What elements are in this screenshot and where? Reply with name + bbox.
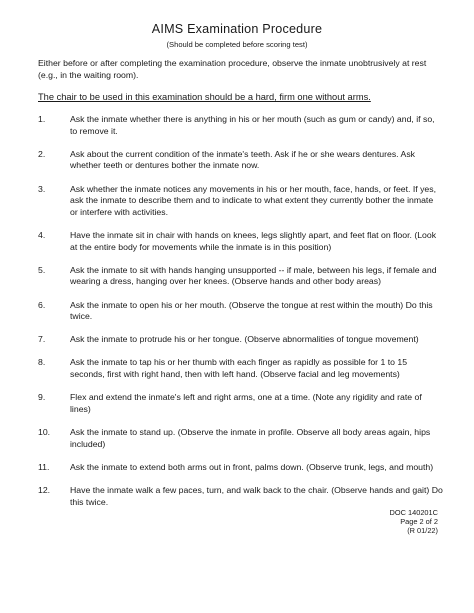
step-number: 1.: [38, 114, 46, 124]
step-number: 3.: [38, 183, 46, 194]
step-number: 7.: [38, 334, 46, 345]
page-number: Page 2 of 2: [400, 517, 438, 527]
step-text: Ask about the current condition of the inmate's teeth. Ask if he or she wears dentures. Ask whether teeth or dentures bother the inmate now.: [70, 148, 416, 171]
procedure-step: [38, 265, 443, 288]
step-number: 5.: [38, 264, 46, 275]
step-text: Ask the inmate to open his or her mouth. (Observe the tongue at rest within the mouth) Do this twice.: [70, 299, 433, 322]
step-number: 4.: [38, 229, 46, 240]
step-text: Ask the inmate to extend both arms out in front, palms down. (Observe trunk, legs, and mouth): [70, 461, 434, 472]
revision-date: (R 01/22): [407, 526, 438, 536]
procedure-step: [38, 184, 443, 219]
step-text: Ask the inmate to tap his or her thumb with each finger as rapidly as possible for 1 to 15 seconds, first with right hand, then with left hand. (Observe facial and leg movements): [70, 357, 408, 380]
procedure-step: [38, 462, 443, 474]
step-number: 12.: [38, 485, 51, 495]
step-number: 2.: [38, 148, 46, 159]
chair-note: The chair to be used in this examination should be a hard, firm one without arms.: [38, 92, 371, 102]
procedure-step: [38, 300, 443, 323]
step-number: 8.: [38, 357, 46, 368]
step-text: Flex and extend the inmate's left and right arms, one at a time. (Note any rigidity and rate of lines): [70, 392, 422, 414]
step-number: 9.: [38, 392, 46, 403]
form-footer: [390, 508, 438, 536]
step-text: Ask whether the inmate notices any movements in his or her mouth, face, hands, or feet. If yes, ask the inmate to describe them and to indicate to what extent they currently bother the inmate or interfere with activities.: [70, 183, 437, 217]
step-text: Ask the inmate to stand up. (Observe the inmate in profile. Observe all body areas again, hips included): [70, 427, 431, 449]
step-text: Have the inmate walk a few paces, turn, and walk back to the chair. (Observe hands and gait) Do this twice.: [70, 485, 443, 507]
procedure-step: [38, 357, 443, 380]
step-number: 11.: [38, 461, 50, 472]
procedure-step: [38, 485, 443, 508]
step-number: 6.: [38, 299, 46, 310]
procedure-step: [38, 114, 443, 137]
step-text: Ask the inmate to protrude his or her tongue. (Observe abnormalities of tongue movement): [70, 334, 419, 345]
step-number: 10.: [38, 427, 51, 438]
step-text: Have the inmate sit in chair with hands on knees, legs slightly apart, and feet flat on floor. (Look at the entire body for movements while the inmate is in this position): [70, 229, 437, 252]
page-subtitle: (Should be completed before scoring test): [166, 40, 308, 49]
procedure-steps: [38, 114, 443, 520]
step-text: Ask the inmate whether there is anything in his or her mouth (such as gum or candy) and, if so, to remove it.: [70, 114, 435, 136]
form-number: DOC 140201C: [389, 508, 438, 517]
procedure-step: [38, 334, 443, 346]
procedure-step: [38, 149, 443, 172]
procedure-step: [38, 427, 443, 450]
intro-paragraph: Either before or after completing the examination procedure, observe the inmate unobtrusively at rest (e.g., in the waiting room).: [38, 58, 427, 80]
page-title: AIMS Examination Procedure: [151, 22, 323, 36]
procedure-step: [38, 230, 443, 253]
step-text: Ask the inmate to sit with hands hanging unsupported -- if male, between his legs, if female and wearing a dress, hanging over her knees. (Observe hands and other body areas): [70, 264, 437, 287]
procedure-step: [38, 392, 443, 415]
